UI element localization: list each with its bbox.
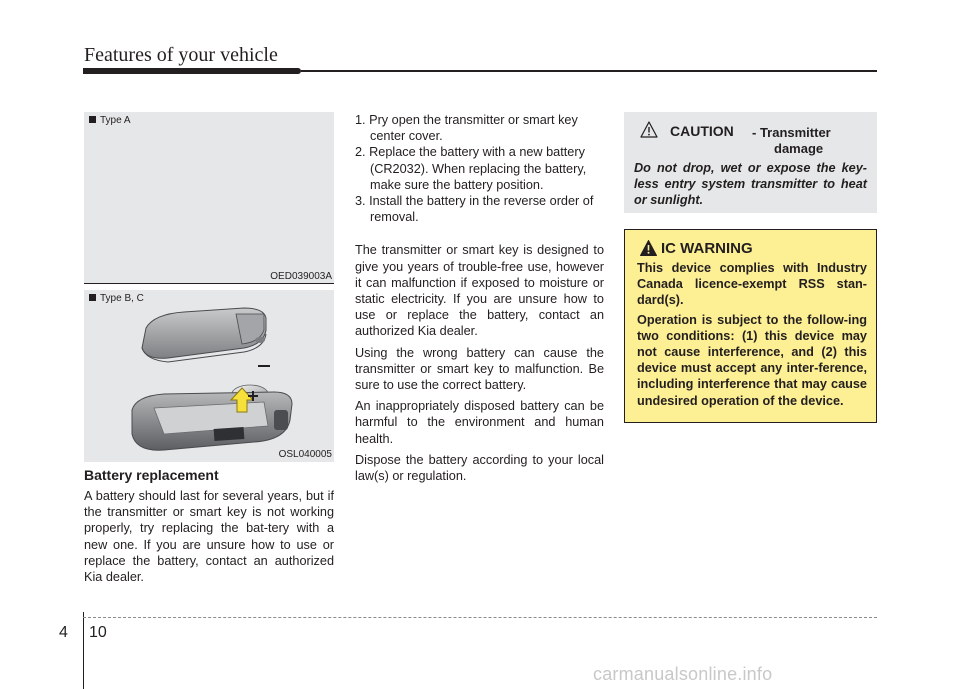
figure-label	[89, 115, 131, 126]
ic-warning-box	[624, 229, 877, 423]
footer-rule	[83, 617, 877, 618]
warning-title: IC WARNING	[661, 240, 753, 257]
step-item: 2. Replace the battery with a new battery (CR2032). When replacing the battery, make sure the battery position.	[355, 145, 587, 192]
bullet-square-icon	[89, 116, 96, 123]
warning-paragraph: This device complies with Industry Canada licence-exempt RSS stan-dard(s).	[637, 261, 867, 308]
caution-triangle-icon	[640, 121, 658, 138]
warning-paragraph: Operation is subject to the follow-ing two conditions: (1) this device may not cause interference, and (2) this device must accept any inter-ference, including interference that may cause undesired operation of the device.	[637, 312, 867, 408]
body-paragraph: An inappropriately disposed battery can be harmful to the environment and human health.	[355, 399, 604, 446]
caution-title: CAUTION	[670, 123, 734, 139]
figure-divider	[84, 283, 334, 284]
step-item: 3. Install the battery in the reverse order of removal.	[355, 194, 594, 225]
watermark: carmanualsonline.info	[593, 664, 773, 684]
caution-box	[624, 112, 877, 213]
step-item: 1. Pry open the transmitter or smart key center cover.	[355, 113, 578, 144]
figure-label-text: Type B, C	[100, 293, 144, 304]
header-bar	[83, 68, 301, 74]
warning-triangle-icon	[640, 240, 657, 256]
figure-code: OED039003A	[270, 271, 332, 282]
caution-subtitle: - Transmitter	[752, 125, 831, 140]
middle-column	[355, 112, 604, 489]
body-paragraph: Using the wrong battery can cause the transmitter or smart key to malfunction. Be sure to use the correct battery.	[355, 345, 604, 393]
footer-vertical-rule	[83, 612, 84, 689]
header-rule	[301, 70, 877, 72]
body-paragraph: Dispose the battery according to your local law(s) or regulation.	[355, 452, 604, 484]
smart-key-battery-illustration	[124, 300, 324, 460]
figure-code: OSL040005	[278, 449, 332, 460]
warning-header	[637, 239, 867, 260]
bullet-square-icon	[89, 294, 96, 301]
body-paragraph: The transmitter or smart key is designed to give you years of trouble-free use, however it can malfunction if exposed to moisture or static electricity. If you are unsure how to use or replace the battery, contact an authorized Kia dealer.	[355, 243, 604, 339]
spacer	[355, 225, 604, 242]
caution-subtitle-line2: damage	[774, 141, 824, 156]
chapter-number: 4	[59, 624, 68, 641]
page-number: 10	[89, 624, 107, 641]
section-heading: Battery replacement	[84, 467, 219, 483]
battery-paragraph: A battery should last for several years, but if the transmitter or smart key is not working properly, try replacing the bat-tery with a new one. If you are unsure how to use or replace the battery, contact an authorized Kia dealer.	[84, 489, 334, 585]
figure-type-bc	[84, 290, 334, 462]
caution-header	[634, 120, 867, 164]
caution-body: Do not drop, wet or expose the key-less entry system transmitter to heat or sunlight.	[634, 161, 867, 208]
page-header-title: Features of your vehicle	[84, 44, 278, 66]
figure-type-a	[84, 112, 334, 284]
figure-label-text: Type A	[100, 115, 131, 126]
warning-body	[637, 260, 867, 409]
